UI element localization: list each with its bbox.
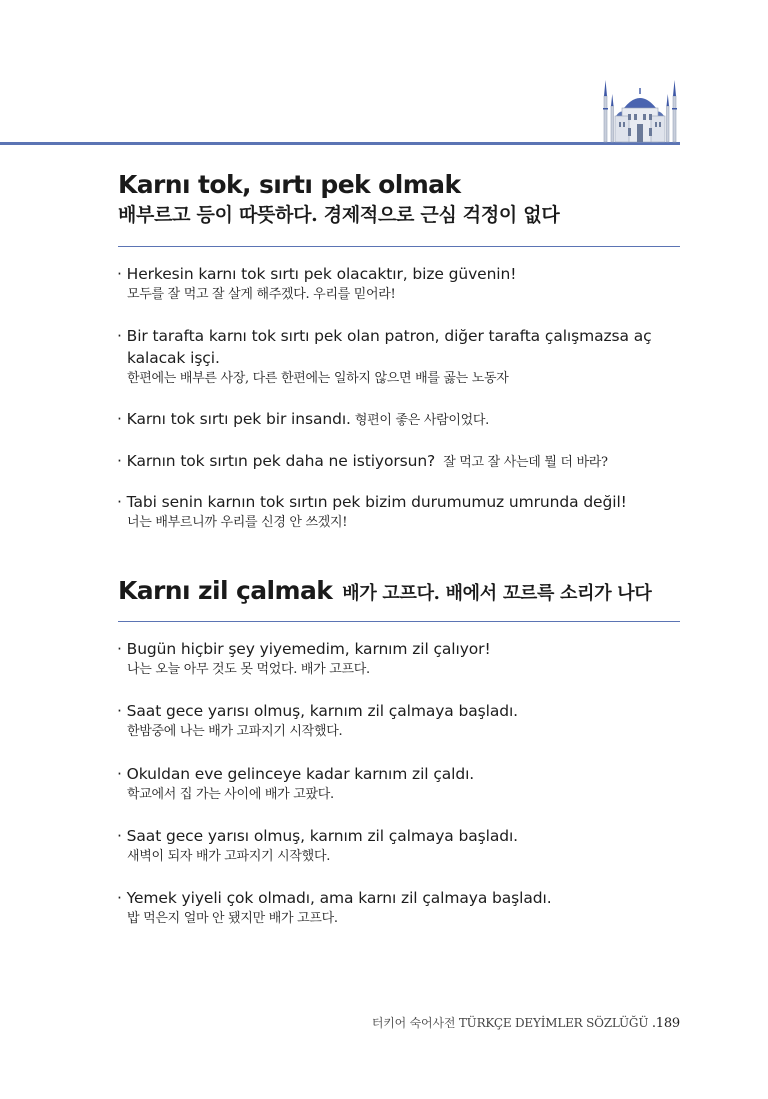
page-footer	[372, 1014, 680, 1031]
example-korean: 새벽이 되자 배가 고파지기 시작했다.	[127, 849, 331, 864]
page-number: .189	[651, 1016, 680, 1031]
example-item	[117, 638, 687, 680]
example-item	[117, 700, 687, 742]
example-korean: 밥 먹은지 얼마 안 됐지만 배가 고프다.	[127, 911, 338, 926]
example-item	[117, 763, 687, 805]
example-item	[117, 325, 687, 389]
section-divider	[118, 621, 680, 622]
example-line	[117, 450, 687, 474]
footer-title: 터키어 숙어사전 TÜRKÇE DEYİMLER SÖZLÜĞÜ	[371, 1016, 652, 1030]
example-korean: 나는 오늘 아무 것도 못 먹었다. 배가 고프다.	[127, 662, 370, 677]
example-korean: 한편에는 배부른 사장, 다른 한편에는 일하지 않으면 배를 곯는 노동자	[127, 371, 509, 386]
idiom-title: Karnı zil çalmak	[118, 576, 333, 605]
example-korean: 모두를 잘 먹고 잘 살게 해주겠다. 우리를 믿어라!	[127, 287, 396, 302]
idiom-meaning: 배부르고 등이 따뜻하다. 경제적으로 근심 걱정이 없다	[118, 204, 560, 226]
example-turkish: · Okuldan eve gelinceye kadar karnım zil çaldı.	[117, 765, 475, 783]
idiom-heading-line	[118, 576, 680, 607]
example-turkish: · Karnı tok sırtı pek bir insandı.	[117, 410, 351, 428]
example-turkish: · Karnın tok sırtın pek daha ne istiyorsun?	[117, 452, 436, 470]
example-item	[117, 491, 687, 533]
example-korean: 한밤중에 나는 배가 고파지기 시작했다.	[127, 724, 343, 739]
example-item	[117, 825, 687, 867]
idiom-entry	[118, 576, 680, 607]
example-korean: 너는 배부르니까 우리를 신경 안 쓰겠지!	[127, 515, 348, 530]
example-item	[117, 263, 687, 305]
idiom-meaning: 배가 고프다. 배에서 꼬르륵 소리가 나다	[342, 583, 652, 604]
example-korean: 형편이 좋은 사람이었다.	[354, 413, 489, 428]
example-line	[117, 408, 687, 432]
example-turkish: · Bir tarafta karnı tok sırtı pek olan patron, diğer tarafta çalışmazsa aç kalacak işçi.	[117, 327, 652, 367]
example-turkish: · Herkesin karnı tok sırtı pek olacaktır, bize güvenin!	[117, 265, 517, 283]
example-turkish: · Saat gece yarısı olmuş, karnım zil çalmaya başladı.	[117, 702, 519, 720]
example-turkish: · Tabi senin karnın tok sırtın pek bizim durumumuz umrunda değil!	[117, 493, 627, 511]
example-turkish: · Bugün hiçbir şey yiyemedim, karnım zil çalıyor!	[117, 640, 491, 658]
example-item	[117, 408, 687, 432]
example-turkish: · Yemek yiyeli çok olmadı, ama karnı zil çalmaya başladı.	[117, 889, 552, 907]
example-turkish: · Saat gece yarısı olmuş, karnım zil çalmaya başladı.	[117, 827, 519, 845]
header-rule	[0, 142, 680, 145]
idiom-entry	[118, 170, 680, 228]
example-item	[117, 887, 687, 929]
example-korean: 잘 먹고 잘 사는데 뭘 더 바라?	[443, 455, 608, 470]
idiom-title: Karnı tok, sırtı pek olmak	[118, 170, 461, 199]
mosque-icon	[598, 78, 682, 144]
section-divider	[118, 246, 680, 247]
example-item	[117, 450, 687, 474]
example-korean: 학교에서 집 가는 사이에 배가 고팠다.	[127, 787, 334, 802]
